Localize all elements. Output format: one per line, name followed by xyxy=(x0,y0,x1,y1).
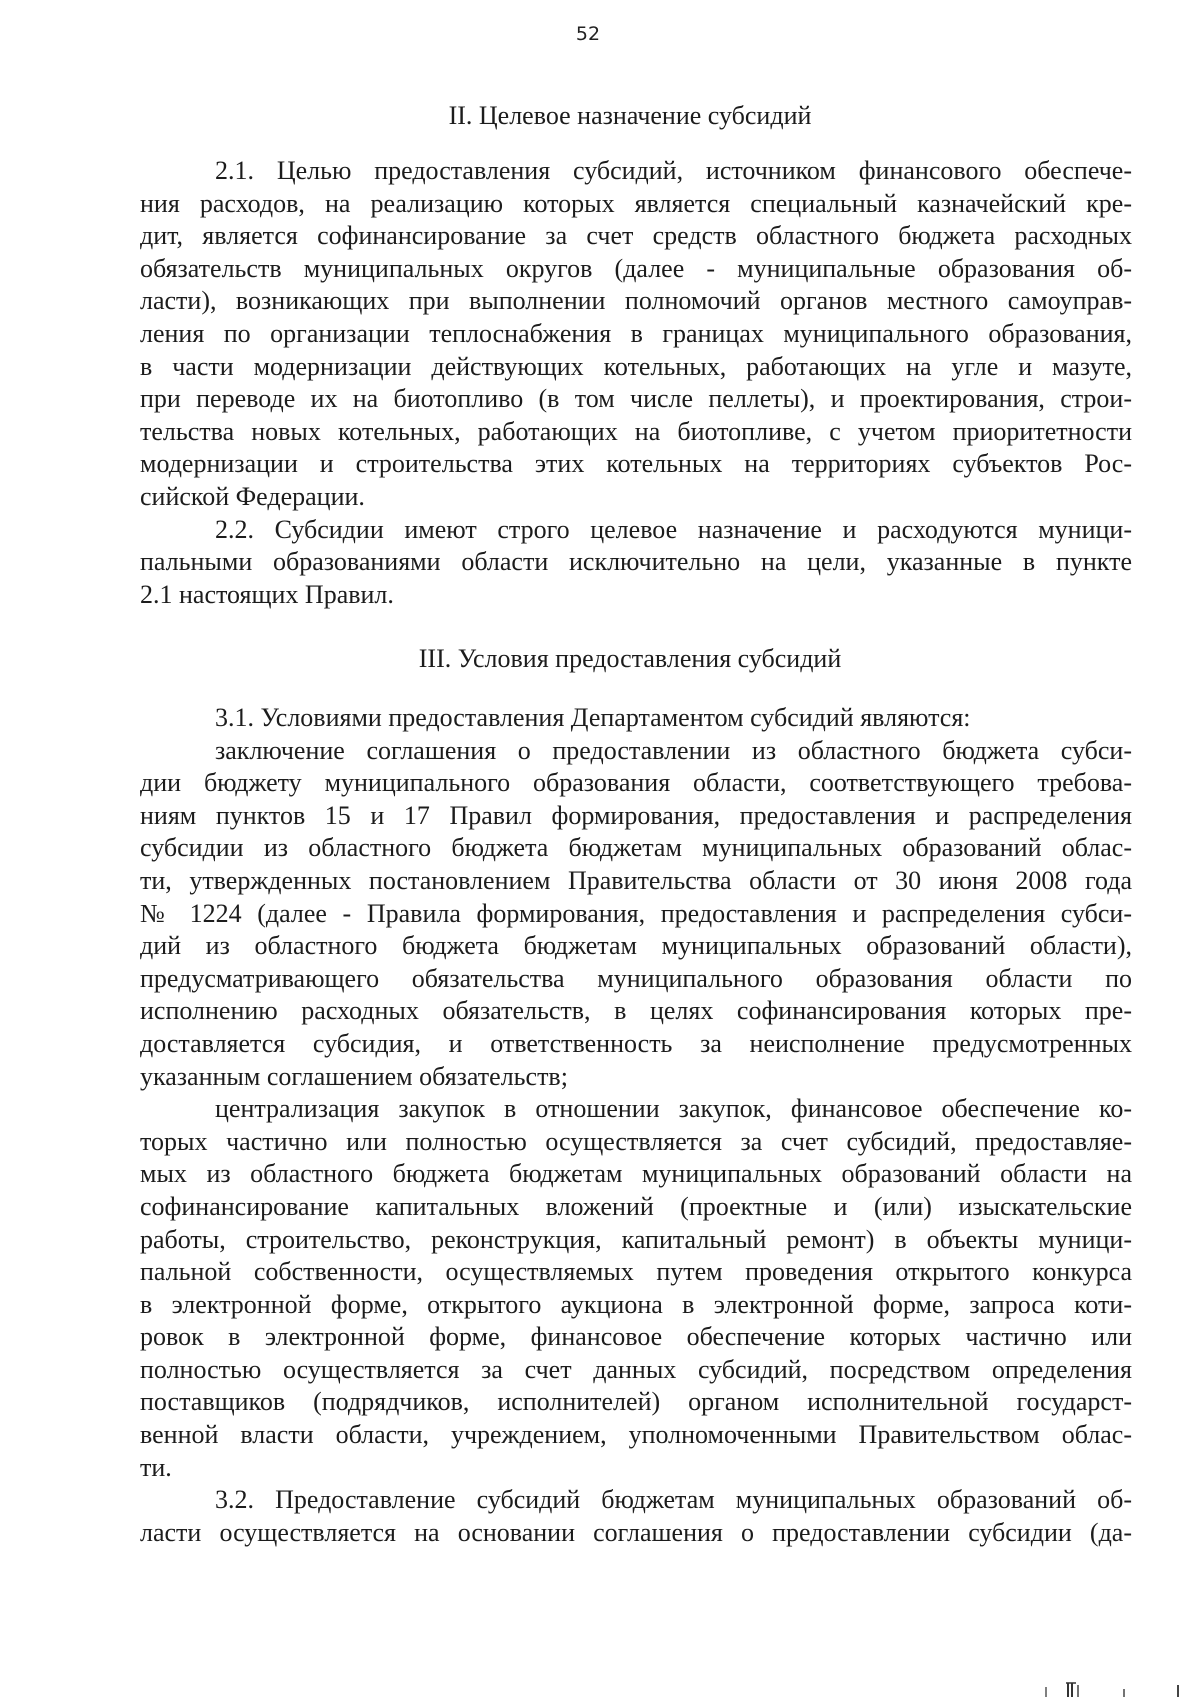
paragraph-line: ления по организации теплоснабжения в границах муниципального образования, xyxy=(140,318,1132,348)
paragraph-line: пальными образованиями области исключительно на цели, указанные в пункте xyxy=(140,547,1132,577)
paragraph-line: венной власти области, учреждением, уполномоченными Правительством облас- xyxy=(140,1420,1132,1450)
section-heading-2: II. Целевое назначение субсидий xyxy=(448,101,812,130)
paragraph-line: дии бюджету муниципального образования области, соответствующего требова- xyxy=(140,768,1132,798)
paragraph-line: мых из областного бюджета бюджетам муниципальных образований области на xyxy=(140,1159,1132,1189)
section-body-3 xyxy=(140,702,1132,1549)
paragraph-line: торых частично или полностью осуществляется за счет субсидий, предоставляе- xyxy=(140,1126,1132,1156)
paragraph-line: 2.2. Субсидии имеют строго целевое назначение и расходуются муници- xyxy=(215,514,1132,544)
paragraph-line: субсидии из областного бюджета бюджетам муниципальных образований облас- xyxy=(140,833,1132,863)
paragraph-line: ласти осуществляется на основании соглашения о предоставлении субсидии (да- xyxy=(140,1517,1132,1547)
paragraph-line: в электронной форме, открытого аукциона в электронной форме, запроса коти- xyxy=(140,1289,1132,1319)
paragraph-line: доставляется субсидия, и ответственность за неисполнение предусмотренных xyxy=(140,1028,1132,1058)
paragraph-line: 2.1. Целью предоставления субсидий, источником финансового обеспече- xyxy=(215,156,1132,185)
paragraph-line: модернизации и строительства этих котельных на территориях субъектов Рос- xyxy=(140,449,1132,479)
paragraph-line: централизация закупок в отношении закупок, финансовое обеспечение ко- xyxy=(215,1094,1132,1124)
paragraph-line: 2.1 настоящих Правил. xyxy=(140,579,394,609)
scan-artifact xyxy=(1028,1677,1188,1697)
paragraph-line: в части модернизации действующих котельных, работающих на угле и мазуте, xyxy=(140,351,1132,381)
paragraph-line: тельства новых котельных, работающих на биотопливе, с учетом приоритетности xyxy=(140,416,1132,446)
paragraph-line: указанным соглашением обязательств; xyxy=(140,1061,568,1091)
paragraph-line: предусматривающего обязательства муниципального образования области по xyxy=(140,963,1132,993)
paragraph-line: софинансирование капитальных вложений (проектные и (или) изыскательские xyxy=(140,1191,1132,1221)
paragraph-line: ти. xyxy=(140,1452,172,1482)
paragraph-line: ти, утвержденных постановлением Правительства области от 30 июня 2008 года xyxy=(140,865,1132,895)
paragraph-line: обязательств муниципальных округов (далее - муниципальные образования об- xyxy=(140,253,1132,283)
paragraph-line: ровок в электронной форме, финансовое обеспечение которых частично или xyxy=(140,1322,1132,1352)
paragraph-line: пальной собственности, осуществляемых путем проведения открытого конкурса xyxy=(140,1257,1132,1287)
paragraph-line: дит, является софинансирование за счет средств областного бюджета расходных xyxy=(140,221,1132,251)
paragraph-line: 3.1. Условиями предоставления Департаментом субсидий являются: xyxy=(215,703,971,732)
paragraph-line: полностью осуществляется за счет данных субсидий, посредством определения xyxy=(140,1354,1132,1384)
paragraph-line: ния расходов, на реализацию которых является специальный казначейский кре- xyxy=(140,188,1132,218)
paragraph-line: исполнению расходных обязательств, в целях софинансирования которых пре- xyxy=(140,996,1132,1026)
section-body-2 xyxy=(140,155,1132,611)
paragraph-line: 3.2. Предоставление субсидий бюджетам муниципальных образований об- xyxy=(215,1485,1132,1515)
paragraph-line: поставщиков (подрядчиков, исполнителей) органом исполнительной государст- xyxy=(140,1387,1132,1417)
paragraph-line: заключение соглашения о предоставлении из областного бюджета субси- xyxy=(215,735,1132,765)
paragraph-line: № 1224 (далее - Правила формирования, предоставления и распределения субси- xyxy=(140,898,1132,928)
paragraph-line: ласти), возникающих при выполнении полномочий органов местного самоуправ- xyxy=(140,286,1132,316)
paragraph-line: сийской Федерации. xyxy=(140,481,365,511)
paragraph-line: работы, строительство, реконструкция, капитальный ремонт) в объекты муници- xyxy=(140,1224,1132,1254)
paragraph-line: ниям пунктов 15 и 17 Правил формирования, предоставления и распределения xyxy=(140,800,1132,830)
paragraph-line: дий из областного бюджета бюджетам муниципальных образований области), xyxy=(140,931,1132,961)
section-heading-3: III. Условия предоставления субсидий xyxy=(418,644,842,673)
paragraph-line: при переводе их на биотопливо (в том числе пеллеты), и проектирования, строи- xyxy=(140,384,1132,414)
page-number: 52 xyxy=(575,23,601,45)
